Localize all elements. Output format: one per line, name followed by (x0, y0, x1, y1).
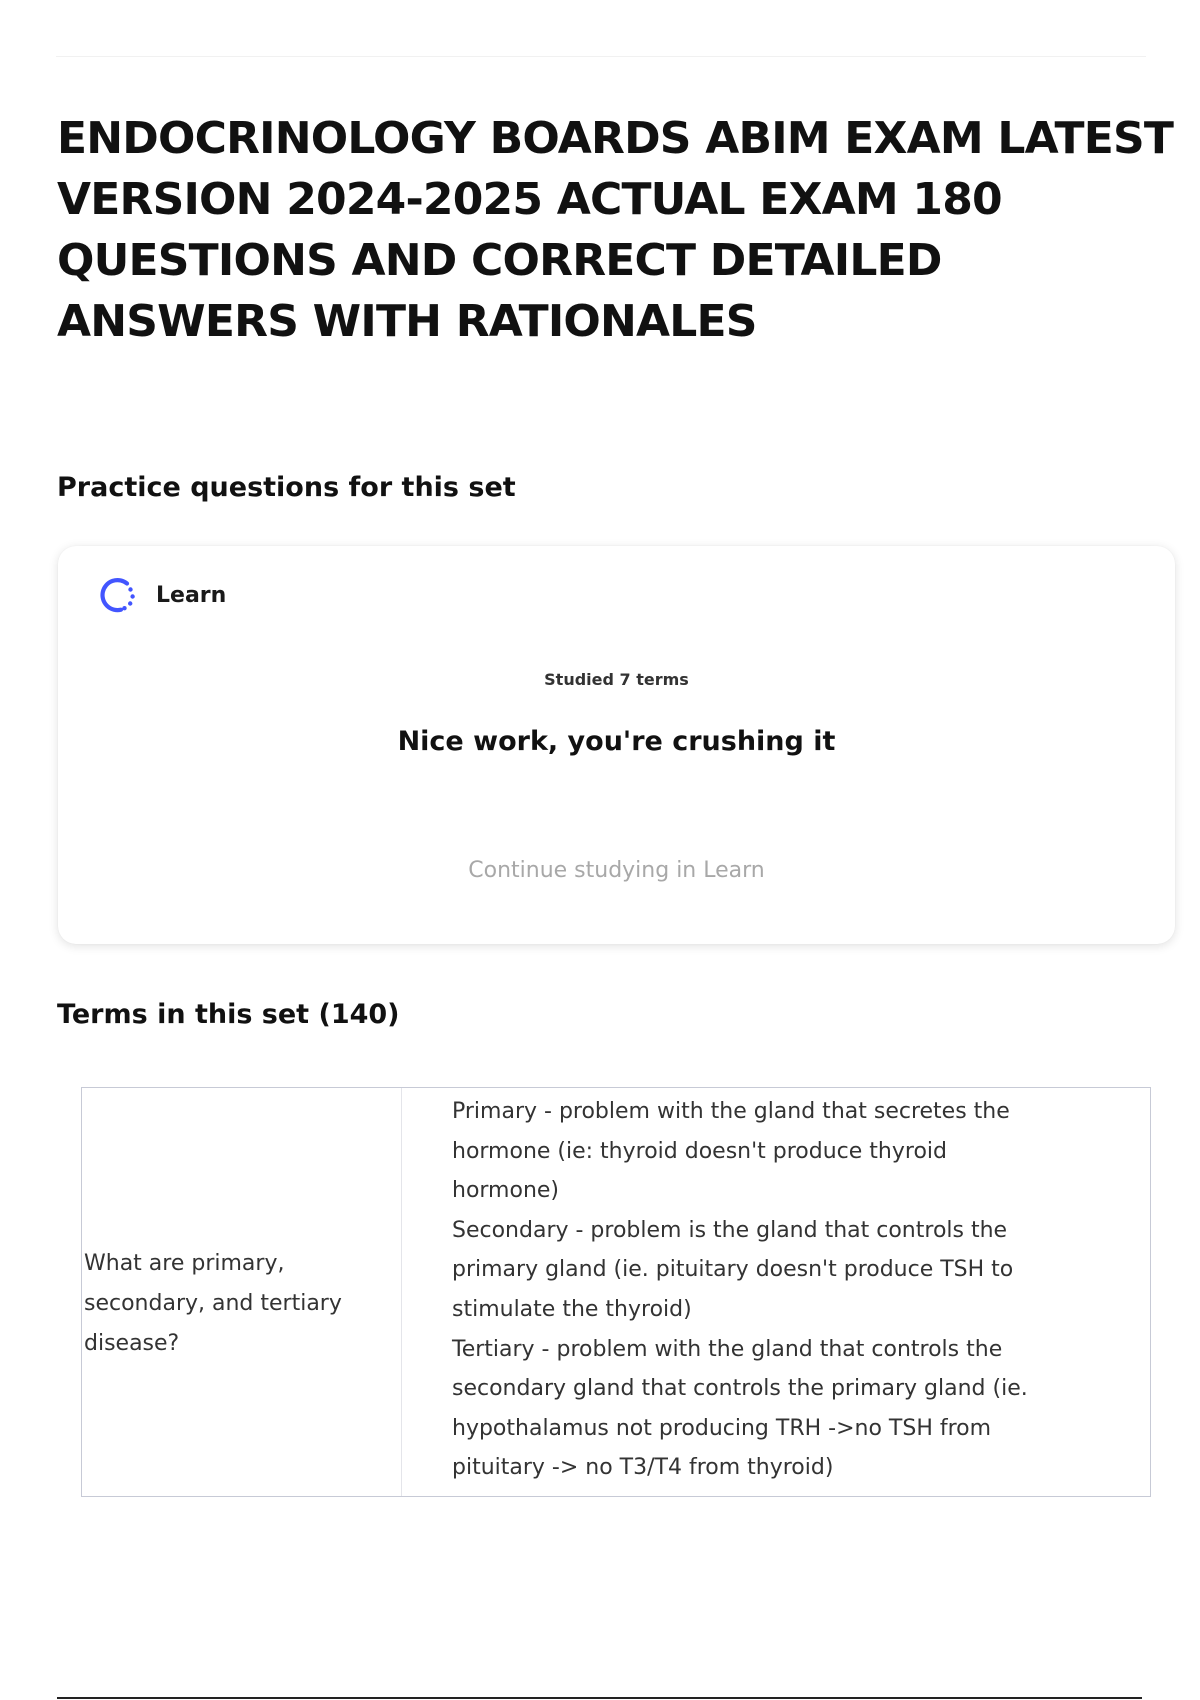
definition-line: Tertiary - problem with the gland that controls the (452, 1336, 1003, 1362)
continue-studying-link[interactable]: Continue studying in Learn (468, 858, 765, 883)
practice-questions-heading: Practice questions for this set (57, 472, 516, 503)
term-text: What are primary, secondary, and tertiary disease? (84, 1251, 342, 1356)
bottom-divider (57, 1697, 1142, 1699)
learn-mode-link[interactable] (96, 572, 226, 618)
terms-heading: Terms in this set (140) (57, 999, 400, 1030)
learn-progress-ring-icon (96, 573, 140, 617)
learn-label: Learn (156, 582, 227, 608)
definition-line: pituitary -> no T3/T4 from thyroid) (452, 1455, 834, 1481)
page-title: ENDOCRINOLOGY BOARDS ABIM EXAM LATEST VERSION 2024-2025 ACTUAL EXAM 180 QUESTIONS AND CORRECT DETAILED ANSWERS WITH RATIONALES (57, 113, 1174, 347)
learn-card (58, 546, 1175, 944)
definition-line: Primary - problem with the gland that secretes the (452, 1099, 1010, 1124)
definition-line: secondary gland that controls the primary gland (ie. (452, 1376, 1028, 1402)
definition-line: stimulate the thyroid) (452, 1296, 692, 1322)
term-cell (82, 1088, 402, 1496)
definition-cell (452, 1092, 1072, 1488)
definition-line: hormone) (452, 1178, 560, 1204)
definition-line: hormone (ie: thyroid doesn't produce thyroid (452, 1138, 947, 1164)
top-divider (56, 56, 1146, 57)
definition-line: primary gland (ie. pituitary doesn't produce TSH to (452, 1257, 1014, 1283)
studied-count: Studied 7 terms (544, 670, 689, 689)
encouragement-message: Nice work, you're crushing it (397, 726, 836, 757)
definition-line: Secondary - problem is the gland that controls the (452, 1217, 1008, 1243)
terms-table (81, 1087, 1151, 1497)
definition-line: hypothalamus not producing TRH ->no TSH from (452, 1415, 992, 1441)
